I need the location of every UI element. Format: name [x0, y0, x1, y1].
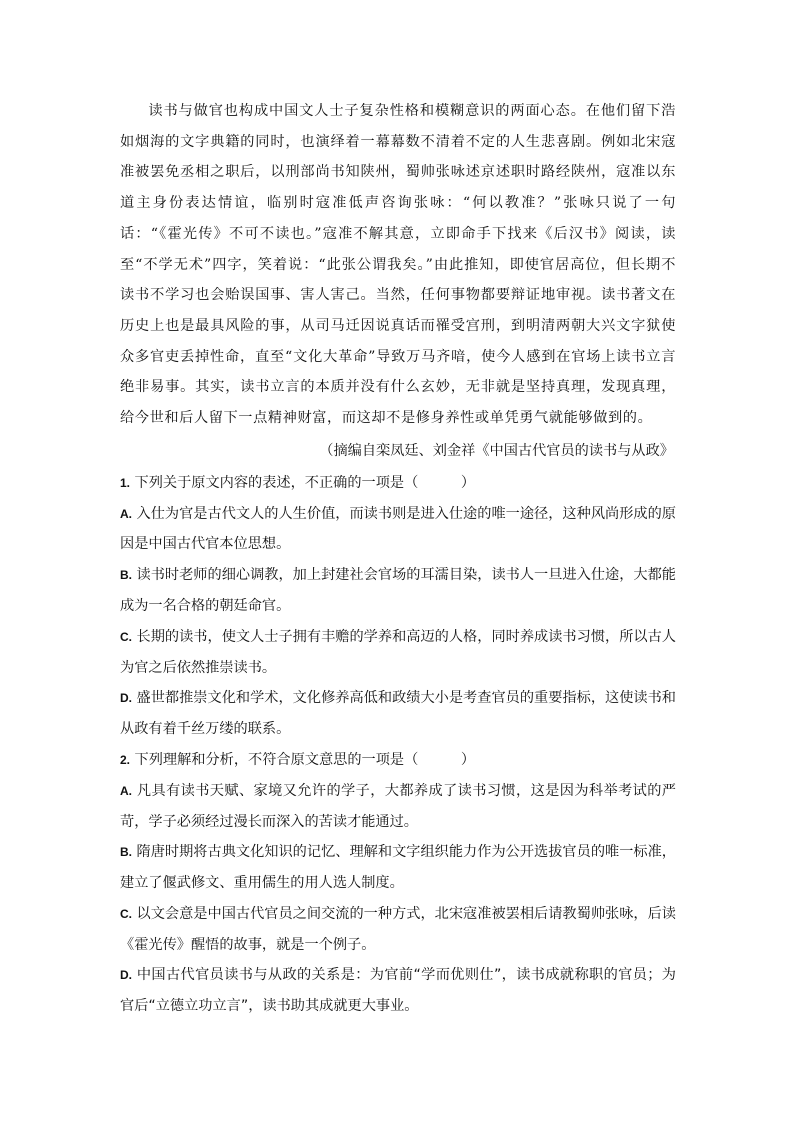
option-letter: D. — [120, 691, 132, 706]
question-text: 下列关于原文内容的表述，不正确的一项是（ ） — [130, 474, 476, 491]
option-text: 以文会意是中国古代官员之间交流的一种方式，北宋寇准被罢相后请教蜀帅张咏，后读《霍光传》醒悟的故事，就是一个例子。 — [120, 905, 676, 953]
option-b[interactable] — [120, 560, 676, 622]
option-text: 中国古代官员读书与从政的关系是：为官前“学而优则仕”，读书成就称职的官员；为官后“立德立功立言”，读书助其成就更大事业。 — [120, 967, 676, 1015]
passage-paragraph: 读书与做官也构成中国文人士子复杂性格和模糊意识的两面心态。在他们留下浩如烟海的文字典籍的同时，也演绎着一幕幕数不清着不定的人生悲喜剧。例如北宋寇准被罢免丞相之职后，以刑部尚书知陕州，蜀帅张咏述京述职时路经陕州，寇准以东道主身份表达情谊，临别时寇准低声咨询张咏：“何以教准？”张咏只说了一句话：“《霍光传》不可不读也。”寇准不解其意，立即命手下找来《后汉书》阅读，读至“不学无术”四字，笑着说：“此张公谓我矣。”由此推知，即使官居高位，但长期不读书不学习也会贻误国事、害人害己。当然，任何事物都要辩证地审视。读书著文在历史上也是最具风险的事，从司马迁因说真话而罹受宫刑，到明清两朝大兴文字狱使众多官吏丢掉性命，直至“文化大革命”导致万马齐喑，使今人感到在官场上读书立言绝非易事。其实，读书立言的本质并没有什么玄妙，无非就是坚持真理，发现真理，给今世和后人留下一点精神财富，而这却不是修身养性或单凭勇气就能够做到的。 — [120, 103, 676, 427]
option-d[interactable] — [120, 960, 676, 1022]
option-letter: A. — [120, 783, 132, 798]
question-text: 下列理解和分析，不符合原文意思的一项是（ ） — [130, 751, 476, 768]
option-letter: B. — [120, 568, 132, 583]
option-b[interactable] — [120, 837, 676, 899]
question-2 — [120, 745, 676, 1022]
option-text: 隋唐时期将古典文化知识的记忆、理解和文字组织能力作为公开选拔官员的唯一标准，建立了偃武修文、重用儒生的用人选人制度。 — [120, 844, 676, 892]
source-citation: （摘编自栾凤廷、刘金祥《中国古代官员的读书与从政》 — [319, 442, 674, 459]
option-c[interactable] — [120, 622, 676, 684]
option-text: 长期的读书，使文人士子拥有丰赡的学养和高迈的人格，同时养成读书习惯，所以古人为官之后依然推崇读书。 — [120, 628, 676, 676]
question-stem — [120, 468, 676, 499]
question-number: 2. — [120, 752, 131, 767]
option-a[interactable] — [120, 499, 676, 561]
option-letter: C. — [120, 906, 132, 921]
option-letter: A. — [120, 506, 132, 521]
document-page — [120, 96, 676, 1022]
option-letter: C. — [120, 629, 132, 644]
option-text: 入仕为官是古代文人的人生价值，而读书则是进入仕途的唯一途径，这种风尚形成的原因是中国古代官本位思想。 — [120, 505, 676, 553]
option-d[interactable] — [120, 683, 676, 745]
question-number: 1. — [120, 475, 131, 490]
option-text: 读书时老师的细心调教，加上封建社会官场的耳濡目染，读书人一旦进入仕途，大都能成为一名合格的朝廷命官。 — [120, 567, 676, 614]
option-letter: B. — [120, 845, 132, 860]
option-text: 盛世都推崇文化和学术，文化修养高低和政绩大小是考查官员的重要指标，这使读书和从政有着千丝万缕的联系。 — [120, 690, 676, 738]
option-text: 凡具有读书天赋、家境又允许的学子，大都养成了读书习惯，这是因为科举考试的严苛，学子必须经过漫长而深入的苦读才能通过。 — [120, 782, 676, 830]
option-c[interactable] — [120, 899, 676, 961]
question-stem — [120, 745, 676, 776]
option-a[interactable] — [120, 776, 676, 838]
question-1 — [120, 468, 676, 745]
option-letter: D. — [120, 968, 132, 983]
